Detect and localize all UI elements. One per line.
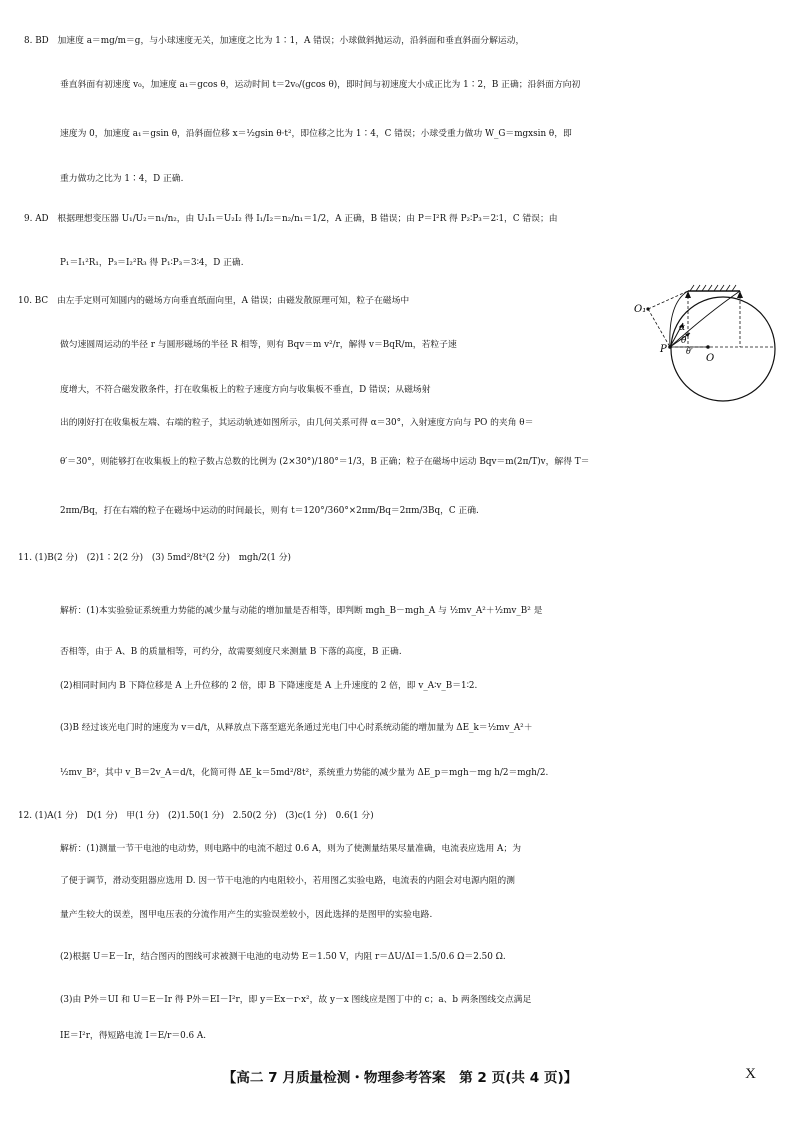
text-line: 8. BD 加速度 a＝mg/m＝g，与小球速度无关，加速度之比为 1∶1，A 错误；小球做斜抛运动，沿斜面和垂直斜面分解运动， — [24, 36, 525, 46]
label-o: O — [706, 353, 715, 364]
text-line: (2)根据 U＝E－Ir，结合图丙的图线可求被测干电池的电动势 E＝1.50 V，内阻 r＝ΔU/ΔI＝1.5/0.6 Ω＝2.50 Ω. — [60, 952, 506, 962]
text-line: (3)B 经过该光电门时的速度为 v＝d/t，从释放点下落至遮光条通过光电门中心时系统动能的增加量为 ΔE_k＝½mv_A²＋ — [60, 723, 533, 733]
text-line: 11. (1)B(2 分) (2)1∶2(2 分) (3) 5md²/8t²(2 分) mgh/2(1 分) — [18, 553, 291, 563]
text-line: 了便于调节，滑动变阻器应选用 D. 因一节干电池的内电阻较小，若用图乙实验电路，电流表的内阻会对电源内阻的测 — [60, 876, 515, 886]
text-line: IE＝I²r，得短路电流 I＝E/r＝0.6 A. — [60, 1031, 207, 1041]
text-line: 10. BC 由左手定则可知圆内的磁场方向垂直纸面向里，A 错误；由磁发散原理可知，粒子在磁场中 — [18, 296, 410, 306]
text-line: 2πm/Bq，打在右端的粒子在磁场中运动的时间最长，则有 t＝120°/360°×2πm/Bq＝2πm/3Bq，C 正确. — [60, 506, 479, 516]
text-line: 出的刚好打在收集板左端、右端的粒子，其运动轨迹如图所示，由几何关系可得 α＝30°，入射速度方向与 PO 的夹角 θ＝ — [60, 418, 534, 428]
label-theta: θ — [681, 336, 687, 346]
label-p: P — [660, 344, 667, 355]
text-line: 12. (1)A(1 分) D(1 分) 甲(1 分) (2)1.50(1 分) 2.50(2 分) (3)c(1 分) 0.6(1 分) — [18, 811, 374, 821]
label-o1: O₁ — [634, 304, 647, 315]
text-line: θ′＝30°，则能够打在收集板上的粒子数占总数的比例为 (2×30°)/180°＝1/3，B 正确；粒子在磁场中运动 Bqv＝m(2π/T)v，解得 T＝ — [60, 457, 590, 467]
text-line: 度增大，不符合磁发散条件，打在收集板上的粒子速度方向与收集板不垂直，D 错误；从磁场射 — [60, 385, 431, 395]
text-line: P₁＝I₁²R₁，P₃＝I₂²R₃ 得 P₁∶P₃＝3∶4，D 正确. — [60, 258, 244, 268]
text-line: 解析：(1)本实验验证系统重力势能的减少量与动能的增加量是否相等，即判断 mgh_B－mgh_A 与 ½mv_A²＋½mv_B² 是 — [60, 606, 543, 616]
corner-mark: X — [745, 1066, 756, 1082]
label-alpha: α — [679, 323, 686, 333]
text-line: ½mv_B²，其中 v_B＝2v_A＝d/t，化简可得 ΔE_k＝5md²/8t²，系统重力势能的减少量为 ΔE_p＝mgh－mg h/2＝mgh/2. — [60, 768, 549, 778]
text-line: 重力做功之比为 1∶4，D 正确. — [60, 174, 184, 184]
text-line: 9. AD 根据理想变压器 U₁/U₂＝n₁/n₂，由 U₁I₁＝U₂I₂ 得 I₁/I₂＝n₂/n₁＝1/2，A 正确，B 错误；由 P＝I²R 得 P₂∶P₃＝2∶1，C 错误；由 — [24, 214, 558, 224]
text-line: 垂直斜面有初速度 v₀，加速度 a₁＝gcos θ，运动时间 t＝2v₀/(gcos θ)，即时间与初速度大小成正比为 1∶2，B 正确；沿斜面方向初 — [60, 80, 581, 90]
text-line: 量产生较大的误差，图甲电压表的分流作用产生的实验误差较小，因此选择的是图甲的实验电路. — [60, 910, 433, 920]
page-footer: 【高二 7 月质量检测・物理参考答案 第 2 页(共 4 页)】 — [222, 1070, 578, 1086]
text-line: 做匀速圆周运动的半径 r 与圆形磁场的半径 R 相等，则有 Bqv＝m v²/r，解得 v＝BqR/m，若粒子速 — [60, 340, 457, 350]
text-line: 解析：(1)测量一节干电池的电动势，则电路中的电流不超过 0.6 A，则为了使测量结果尽量准确，电流表应选用 A；为 — [60, 844, 522, 854]
text-line: (3)由 P外＝UI 和 U＝E－Ir 得 P外＝EI－I²r，即 y＝Ex－r·x²，故 y－x 图线应是图丁中的 c；a、b 两条图线交点满足 — [60, 995, 532, 1005]
label-theta-prime: θ′ — [686, 347, 693, 356]
magnetic-field-diagram — [628, 283, 778, 405]
text-line: (2)相同时间内 B 下降位移是 A 上升位移的 2 倍，即 B 下降速度是 A 上升速度的 2 倍，即 v_A∶v_B＝1∶2. — [60, 681, 478, 691]
text-line: 否相等，由于 A、B 的质量相等，可约分，故需要刻度尺来测量 B 下落的高度，B 正确. — [60, 647, 402, 657]
text-line: 速度为 0，加速度 a₁＝gsin θ，沿斜面位移 x＝½gsin θ·t²，即位移之比为 1∶4，C 错误；小球受重力做功 W_G＝mgxsin θ，即 — [60, 129, 572, 139]
